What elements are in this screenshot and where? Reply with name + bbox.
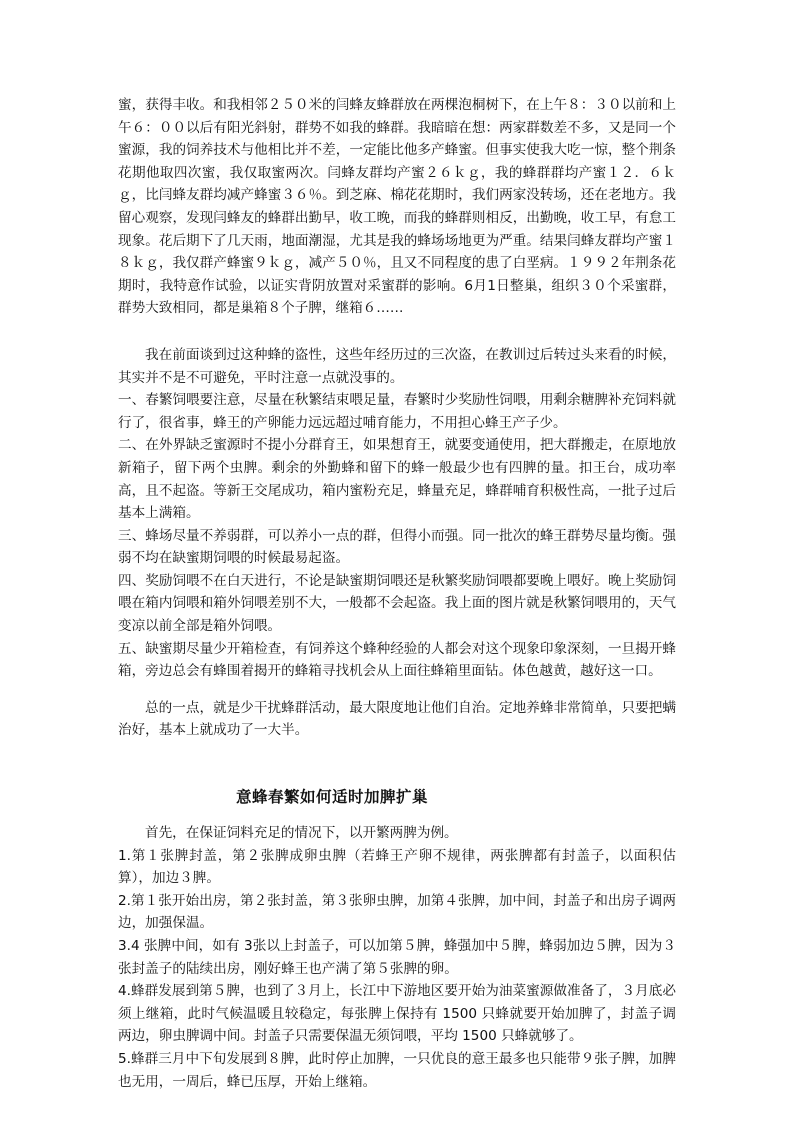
paragraph-robbing-intro: 我在前面谈到过这种蜂的盗性，这些年经历过的三次盗，在教训过后转过头来看的时候，其实并不是不可避免，平时注意一点就没事的。 <box>118 346 676 386</box>
list-item: 二、在外界缺乏蜜源时不提小分群育王，如果想育王，就要变通使用，把大群搬走，在原地放新箱子，留下两个虫脾。剩余的外勤蜂和留下的蜂一般最少也有四脾的量。扣王台，成功率高，且不起盗。等新王交尾成功，箱内蜜粉充足，蜂量充足，蜂群哺育积极性高，一批子过后基本上满箱。 <box>118 437 676 522</box>
list-item: 4.蜂群发展到第５脾，也到了３月上，长江中下游地区要开始为油菜蜜源做准备了，３月底必须上继箱，此时气候温暖且较稳定，每张脾上保持有 1500 只蜂就要开始加脾了，封盖子调两边，卵虫脾调中间。封盖子只需要保温无须饲喂，平均 1500 只蜂就够了。 <box>118 983 676 1045</box>
list-item: 五、缺蜜期尽量少开箱检查，有饲养这个蜂种经验的人都会对这个现象印象深刻，一旦揭开蜂箱，旁边总会有蜂围着揭开的蜂箱寻找机会从上面往蜂箱里面钻。体色越黄，越好这一口。 <box>118 640 676 680</box>
paragraph-summary: 总的一点，就是少干扰蜂群活动，最大限度地让他们自治。定地养蜂非常简单，只要把螨治好，基本上就成功了一大半。 <box>118 699 676 739</box>
document-page <box>118 94 676 1093</box>
list-item: 四、奖励饲喂不在白天进行，不论是缺蜜期饲喂还是秋繁奖励饲喂都要晚上喂好。晚上奖励饲喂在箱内饲喂和箱外饲喂差别不大，一般都不会起盗。我上面的图片就是秋繁饲喂用的，天气变凉以前全部是箱外饲喂。 <box>118 572 676 635</box>
robbing-tips-list <box>118 389 676 683</box>
list-item: 2.第１张开始出房，第２张封盖，第３张卵虫脾，加第４张脾，加中间，封盖子和出房子调两边，加强保温。 <box>118 892 676 932</box>
list-item: 1.第１张脾封盖，第２张脾成卵虫脾（若蜂王产卵不规律，两张脾都有封盖子，以面积估算），加边３脾。 <box>118 847 676 887</box>
list-item: 3.4 张脾中间，如有 3张以上封盖子，可以加第５脾，蜂强加中５脾，蜂弱加边５脾，因为３张封盖子的陆续出房，刚好蜂王也产满了第５张脾的卵。 <box>118 938 676 977</box>
list-item: 三、蜂场尽量不养弱群，可以养小一点的群，但得小而强。同一批次的蜂王群势尽量均衡。强弱不均在缺蜜期饲喂的时候最易起盗。 <box>118 527 676 567</box>
list-item: 一、春繁饲喂要注意，尽量在秋繁结束喂足量，春繁时少奖励性饲喂，用剩余糖脾补充饲料就行了，很省事，蜂王的产卵能力远远超过哺育能力，不用担心蜂王产子少。 <box>118 392 676 431</box>
paragraph-shade-experiment: 蜜，获得丰收。和我相邻２５０米的闫蜂友蜂群放在两棵泡桐树下，在上午８：３０以前和上午６：００以后有阳光斜射，群势不如我的蜂群。我暗暗在想：两家群数差不多，又是同一个蜜源，我的饲养技术与他相比并不差，一定能比他多产蜂蜜。但事实使我大吃一惊，整个荆条花期他取四次蜜，我仅取蜜两次。闫蜂友群均产蜜２６ｋｇ，我的蜂群群均产蜜１２．６ｋｇ，比闫蜂友群均减产蜂蜜３６％。到芝麻、棉花花期时，我们两家没转场，还在老地方。我留心观察，发现闫蜂友的蜂群出勤早，收工晚，而我的蜂群则相反，出勤晚，收工早，有怠工现象。花后期下了几天雨，地面潮湿，尤其是我的蜂场场地更为严重。结果闫蜂友群均产蜜１８ｋｇ，我仅群产蜂蜜９ｋｇ，减产５０％，且又不同程度的患了白垩病。１９９２年荆条花期时，我特意作试验，以证实背阴放置对采蜜群的影响。6月1日整巢，组织３０个采蜜群，群势大致相同，都是巢箱８个子脾，继箱６…… <box>118 97 676 317</box>
paragraph-intro: 首先，在保证饲料充足的情况下，以开繁两脾为例。 <box>145 825 458 842</box>
list-item: 5.蜂群三月中下旬发展到８脾，此时停止加脾，一只优良的意王最多也只能带９张子脾，加脾也无用，一周后，蜂已压厚，开始上继箱。 <box>118 1050 676 1090</box>
expansion-steps-list <box>118 845 676 1094</box>
section-title: 意蜂春繁如何适时加脾扩巢 <box>236 788 429 807</box>
